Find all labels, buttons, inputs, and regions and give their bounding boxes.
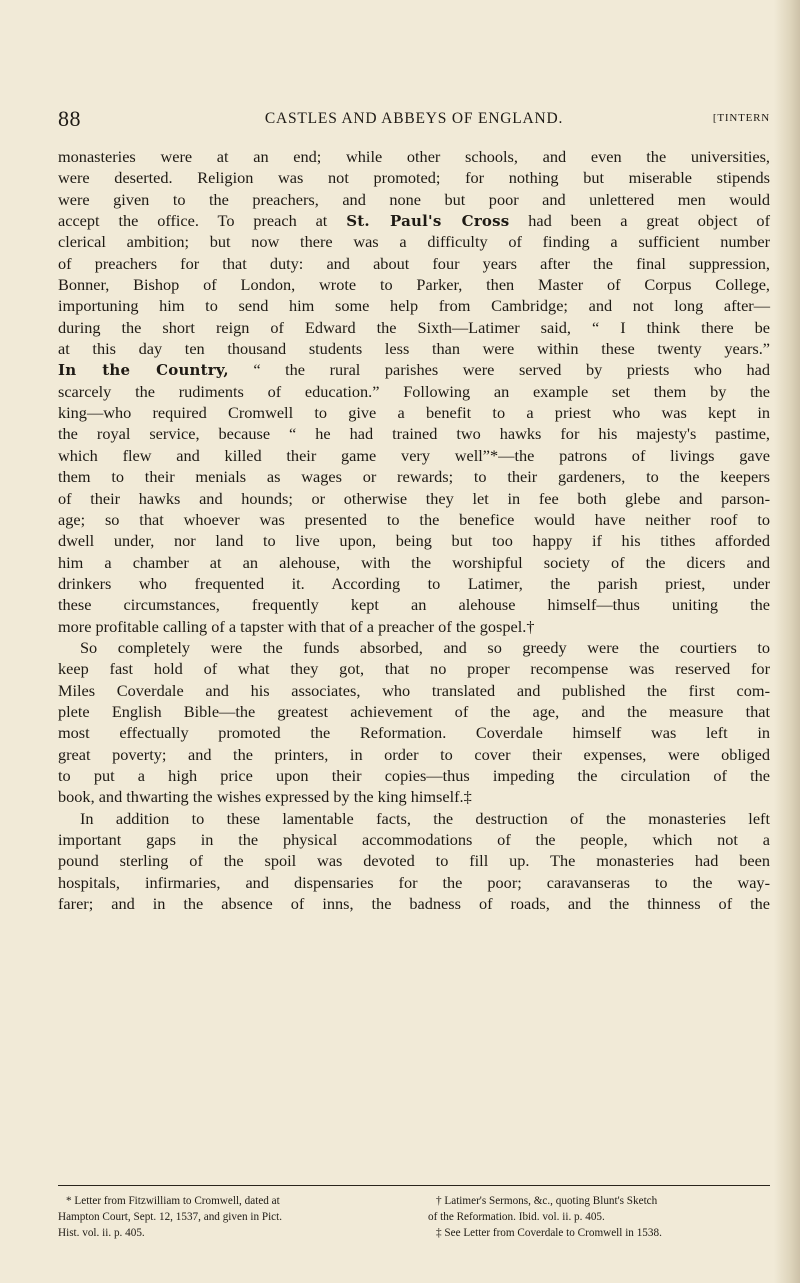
text-segment: at this day ten thousand students less than were within these twenty years.”	[58, 339, 770, 359]
text-segment: hospitals, infirmaries, and dispensaries for the poor; caravanseras to the way-	[58, 872, 770, 892]
blackletter-heading: St. Paul's Cross	[346, 212, 510, 231]
text-line	[58, 850, 770, 871]
text-line	[58, 274, 770, 295]
text-segment: age; so that whoever was presented to the benefice would have neither roof to	[58, 509, 770, 529]
page-header	[58, 106, 770, 134]
footnote-line: * Letter from Fitzwilliam to Cromwell, dated at	[66, 1195, 280, 1207]
text-line	[58, 552, 770, 573]
text-segment: keep fast hold of what they got, that no proper recompense was reserved for	[58, 659, 770, 679]
text-line	[58, 530, 770, 551]
footnote-line: Hampton Court, Sept. 12, 1537, and given in Pict.	[58, 1211, 283, 1223]
text-line	[58, 573, 770, 594]
text-line	[58, 786, 770, 807]
text-segment: to put a high price upon their copies—thus impeding the circulation of the	[58, 765, 770, 785]
text-line	[58, 488, 770, 509]
text-segment: these circumstances, frequently kept an alehouse himself—thus uniting the	[58, 595, 770, 615]
text-line	[58, 680, 770, 701]
text-line	[58, 594, 770, 615]
text-segment: So completely were the funds absorbed, and so greedy were the courtiers to	[80, 637, 770, 657]
text-line	[58, 295, 770, 316]
text-segment: “ the rural parishes were served by priests who had	[228, 360, 770, 380]
text-line	[58, 744, 770, 765]
text-line	[58, 722, 770, 743]
text-segment: important gaps in the physical accommodations of the people, which not a	[58, 830, 770, 849]
footnote-line: † Latimer's Sermons, &c., quoting Blunt's Sketch	[436, 1195, 658, 1207]
text-segment: king—who required Cromwell to give a benefit to a priest who was kept in	[58, 403, 770, 423]
text-line	[58, 210, 770, 231]
running-tag: [TINTERN	[712, 112, 770, 124]
text-line	[58, 402, 770, 423]
text-line	[58, 808, 770, 829]
footnote-line: Hist. vol. ii. p. 405.	[58, 1227, 145, 1239]
text-line	[58, 146, 770, 167]
text-line	[58, 231, 770, 252]
text-line	[58, 893, 770, 914]
text-segment: of preachers for that duty: and about four years after the final suppression,	[58, 253, 770, 273]
text-segment: of their hawks and hounds; or otherwise they let in fee both glebe and parson-	[58, 488, 770, 508]
text-segment: clerical ambition; but now there was a difficulty of finding a sufficient number	[58, 232, 770, 252]
footnotes-left-column	[58, 1193, 403, 1241]
text-segment: great poverty; and the printers, in order to cover their expenses, were obliged	[58, 744, 770, 764]
text-segment: dwell under, nor land to live upon, being but too happy if his tithes afforded	[58, 531, 770, 551]
text-segment: during the short reign of Edward the Sixth—Latimer said, “ I think there be	[58, 317, 770, 337]
text-segment: accept the office. To preach at	[58, 211, 347, 231]
footnotes-right-column	[428, 1193, 770, 1241]
text-segment: more profitable calling of a tapster with that of a preacher of the gospel.†	[58, 616, 535, 636]
text-segment: pound sterling of the spoil was devoted to fill up. The monasteries had been	[58, 851, 770, 871]
text-line	[58, 701, 770, 722]
text-line	[58, 658, 770, 679]
text-line	[58, 637, 770, 658]
text-line	[58, 616, 770, 637]
text-line	[58, 872, 770, 893]
page-number: 88	[58, 106, 81, 131]
text-segment: had been a great object of	[509, 211, 770, 231]
text-segment: farer; and in the absence of inns, the badness of roads, and the thinness of the	[58, 894, 770, 914]
text-segment: importuning him to send him some help from Cambridge; and not long after—	[58, 296, 770, 316]
text-line	[58, 338, 770, 359]
footnote-line: ‡ See Letter from Coverdale to Cromwell in 1538.	[436, 1227, 662, 1239]
text-segment: book, and thwarting the wishes expressed by the king himself.‡	[58, 787, 472, 807]
text-line	[58, 189, 770, 210]
text-segment: were deserted. Religion was not promoted; for nothing but miserable stipends	[58, 168, 770, 188]
text-segment: most effectually promoted the Reformation. Coverdale himself was left in	[58, 723, 770, 743]
text-segment: drinkers who frequented it. According to Latimer, the parish priest, under	[58, 573, 770, 593]
text-line	[58, 381, 770, 402]
footnotes-divider	[58, 1185, 770, 1186]
text-segment: plete English Bible—the greatest achievement of the age, and the measure that	[58, 701, 770, 721]
text-segment: the royal service, because “ he had trained two hawks for his majesty's pastime,	[58, 424, 770, 444]
text-line	[58, 765, 770, 786]
text-line	[58, 466, 770, 487]
text-line	[58, 509, 770, 530]
running-title: CASTLES AND ABBEYS OF ENGLAND.	[264, 110, 564, 127]
body-text	[58, 146, 770, 914]
text-line	[58, 317, 770, 338]
text-line	[58, 167, 770, 188]
text-segment: In addition to these lamentable facts, the destruction of the monasteries left	[80, 808, 770, 828]
text-line	[58, 253, 770, 274]
blackletter-heading: In the Country,	[58, 361, 229, 380]
text-segment: scarcely the rudiments of education.” Following an example set them by the	[58, 381, 770, 401]
footnote-line: of the Reformation. Ibid. vol. ii. p. 405.	[428, 1211, 605, 1223]
text-segment: them to their menials as wages or rewards; to their gardeners, to the keepers	[58, 467, 770, 487]
text-segment: him a chamber at an alehouse, with the worshipful society of the dicers and	[58, 552, 770, 572]
text-line	[58, 445, 770, 466]
text-segment: were given to the preachers, and none but poor and unlettered men would	[58, 189, 770, 209]
text-line	[58, 829, 770, 850]
text-segment: which flew and killed their game very well”*—the patrons of livings gave	[58, 445, 770, 465]
text-segment: Miles Coverdale and his associates, who translated and published the first com-	[58, 680, 770, 700]
text-line	[58, 359, 770, 380]
text-line	[58, 423, 770, 444]
text-segment: Bonner, Bishop of London, wrote to Parker, then Master of Corpus College,	[58, 275, 770, 295]
page-edge-shadow	[774, 0, 800, 1283]
text-segment: monasteries were at an end; while other schools, and even the universities,	[58, 147, 770, 166]
